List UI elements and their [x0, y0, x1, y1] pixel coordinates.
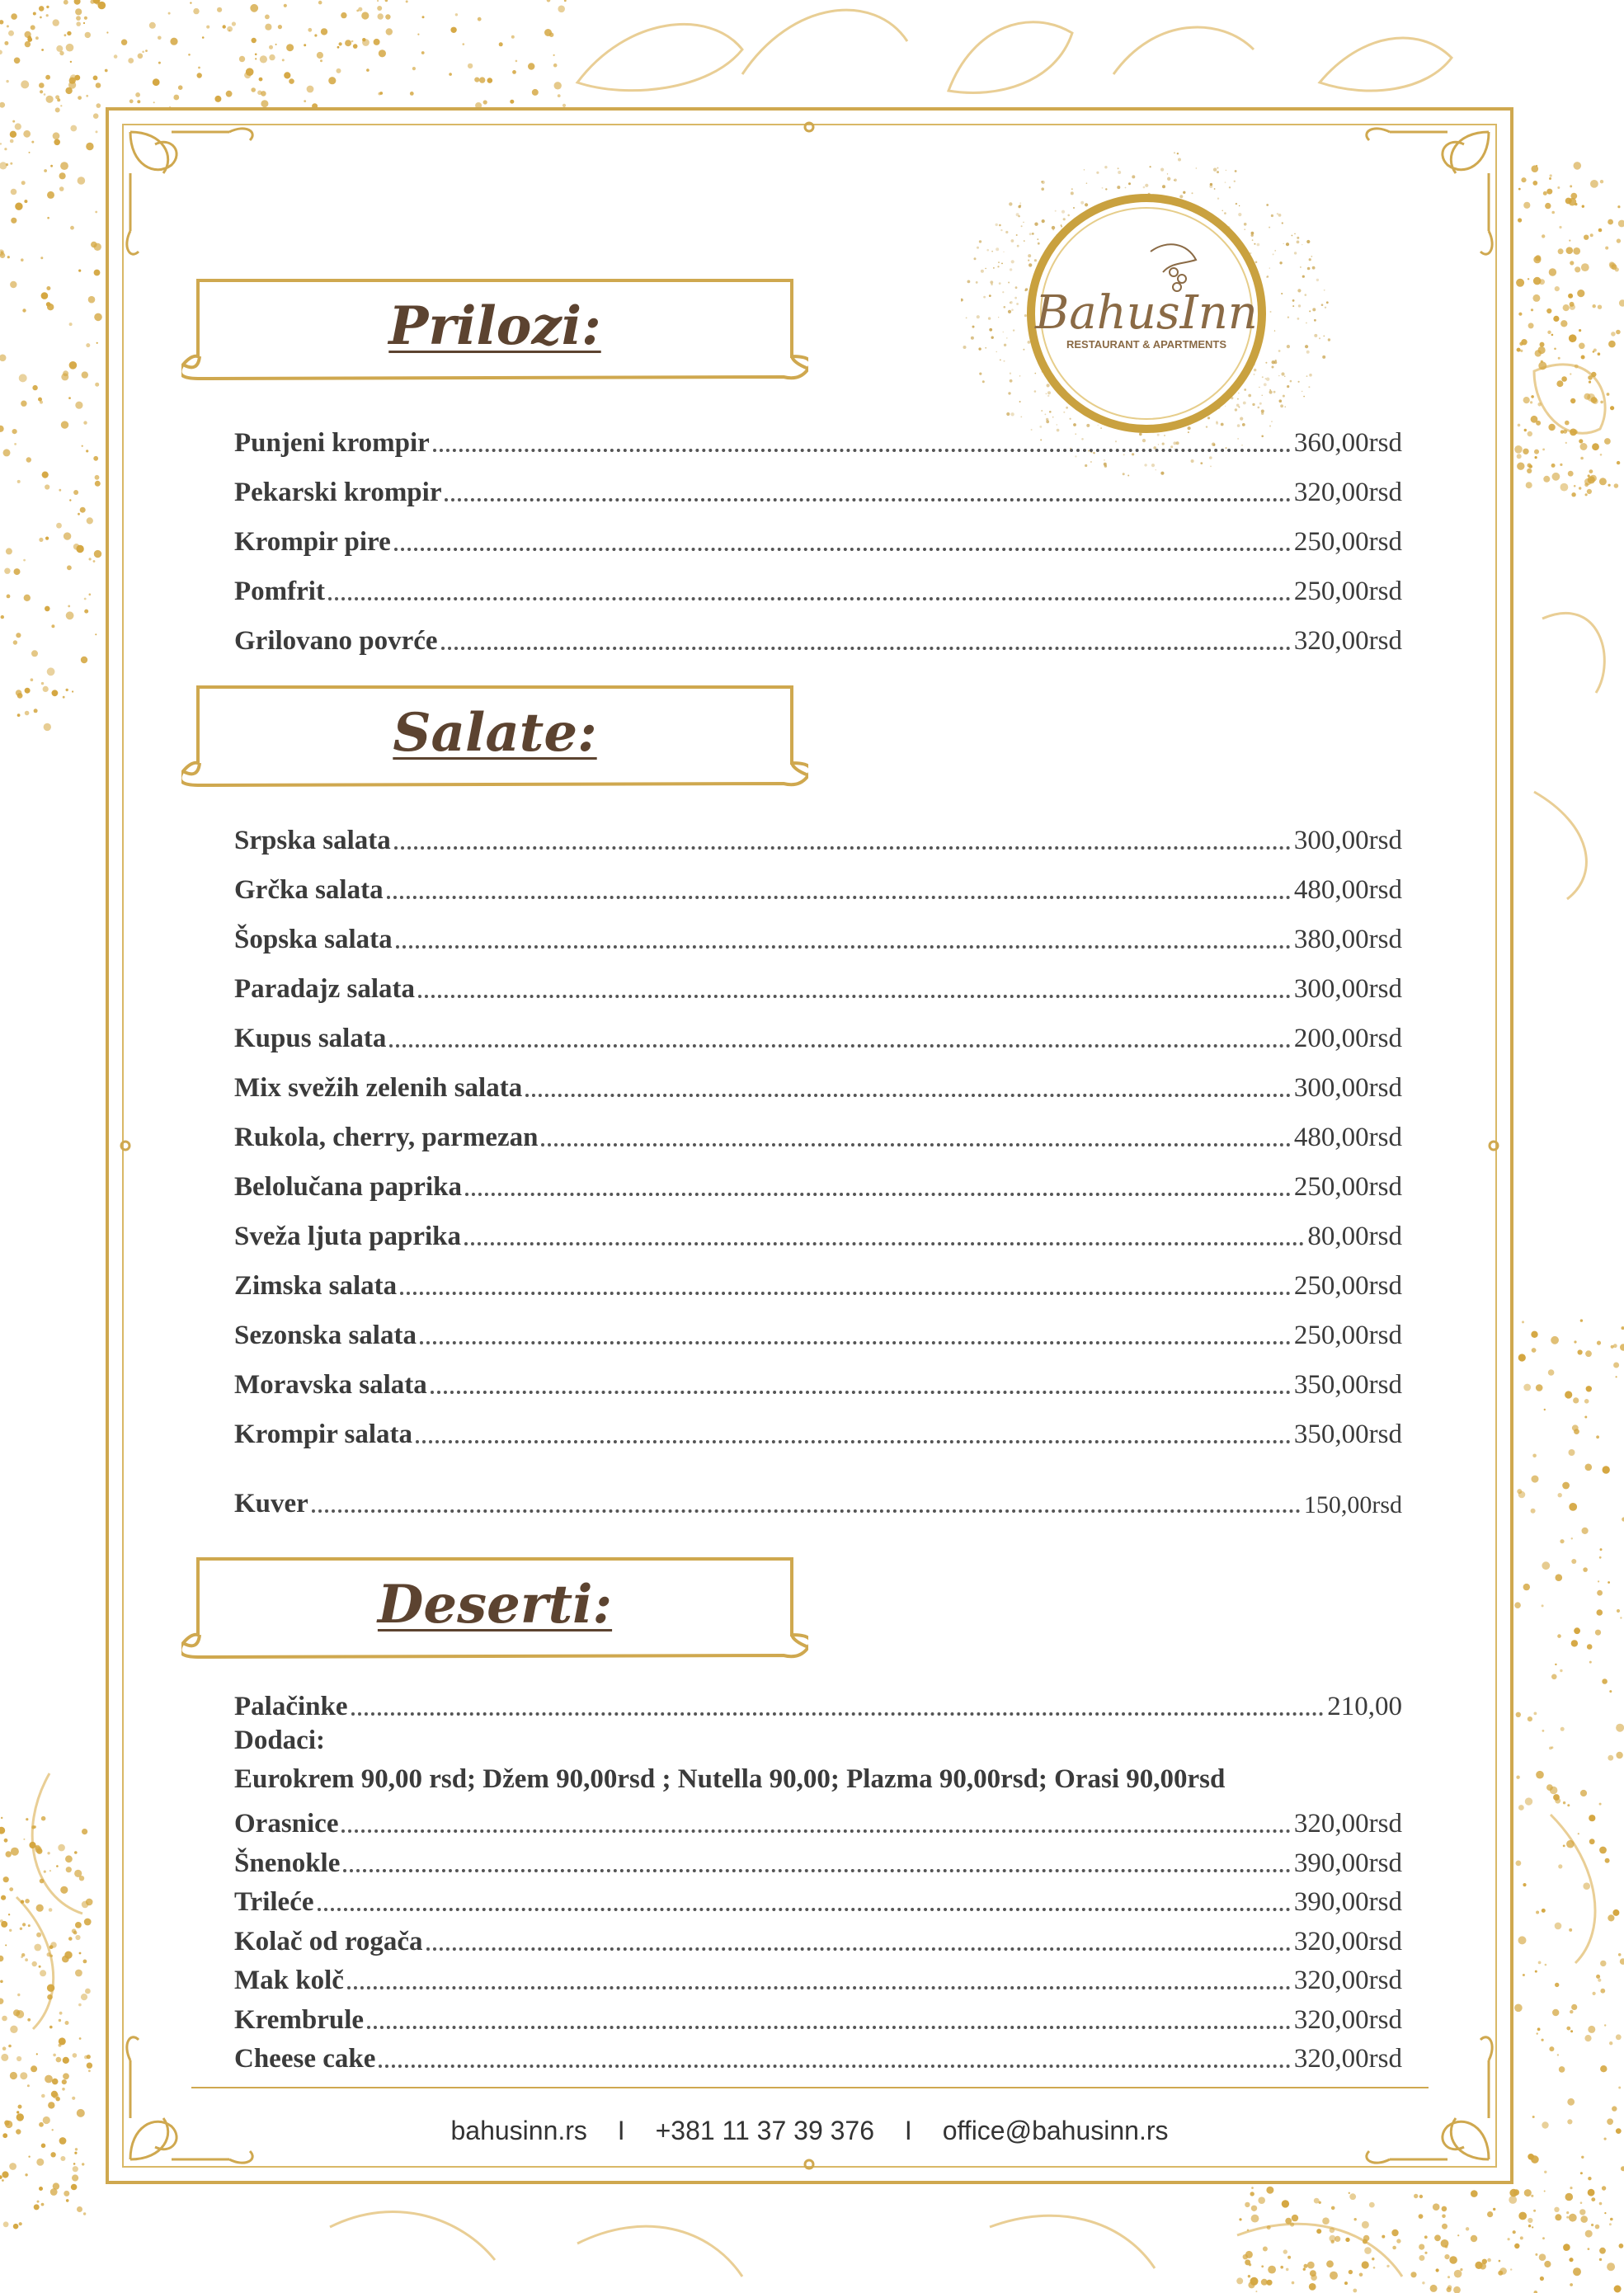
dot-leader [328, 597, 1291, 600]
dot-leader [541, 1143, 1290, 1146]
item-price: 80,00rsd [1307, 1222, 1402, 1251]
section-title-salate: Salate: [393, 702, 597, 764]
menu-item [234, 566, 1402, 607]
menu-item [234, 1112, 1402, 1153]
section-title-prilozi: Prilozi: [388, 295, 601, 357]
item-name: Krembrule [234, 2004, 365, 2035]
footer-contact [106, 2116, 1513, 2146]
menu-item [234, 1960, 1402, 1996]
section-title-deserti: Deserti: [377, 1574, 613, 1636]
menu-item [234, 516, 1402, 558]
dot-leader [367, 2026, 1291, 2029]
dot-leader [318, 1908, 1291, 1911]
dot-leader [416, 1440, 1291, 1443]
item-name: Šopska salata [234, 925, 393, 954]
item-name: Sveža ljuta paprika [234, 1222, 462, 1251]
dot-leader [389, 1044, 1291, 1048]
item-price: 360,00rsd [1293, 428, 1402, 458]
dodaci-label: Dodaci: [234, 1726, 325, 1755]
item-name: Grilovano povrće [234, 626, 438, 656]
menu-item [234, 963, 1402, 1005]
menu-item [234, 815, 1402, 856]
item-name: Rukola, cherry, parmezan [234, 1123, 539, 1152]
menu-item [234, 1843, 1402, 1879]
item-price: 210,00 [1327, 1692, 1402, 1721]
banner-salate [181, 680, 808, 792]
item-name: Cheese cake [234, 2044, 376, 2074]
item-name: Kuver [234, 1489, 308, 1518]
dot-leader [445, 498, 1290, 501]
item-name: Pomfrit [234, 577, 325, 606]
item-price: 320,00rsd [1293, 1809, 1402, 1839]
dot-leader [347, 1986, 1291, 1989]
banner-deserti [181, 1552, 808, 1664]
dot-leader [312, 1509, 1301, 1513]
menu-item-palacinke [234, 1686, 1402, 1722]
dot-leader [341, 1829, 1290, 1833]
dot-leader [387, 896, 1291, 899]
menu-item [234, 1161, 1402, 1203]
footer-website[interactable]: bahusinn.rs [450, 2116, 587, 2145]
item-name: Kupus salata [234, 1024, 387, 1053]
item-price: 250,00rsd [1293, 577, 1402, 606]
item-name: Belolučana paprika [234, 1172, 462, 1202]
item-price: 390,00rsd [1293, 1848, 1402, 1878]
item-name: Mak kolč [234, 1966, 344, 1995]
item-price: 200,00rsd [1293, 1024, 1402, 1053]
dot-leader [379, 2065, 1291, 2068]
dot-leader [426, 1947, 1291, 1951]
menu-item [234, 1013, 1402, 1054]
item-price: 320,00rsd [1293, 1966, 1402, 1995]
dot-leader [431, 1391, 1291, 1394]
item-name: Pekarski krompir [234, 478, 442, 507]
item-price: 300,00rsd [1293, 974, 1402, 1004]
banner-prilozi [181, 274, 808, 385]
dot-leader [418, 995, 1291, 998]
item-name: Mix svežih zelenih salata [234, 1073, 523, 1103]
item-price: 320,00rsd [1293, 2044, 1402, 2074]
item-price: 320,00rsd [1293, 2004, 1402, 2035]
item-price: 300,00rsd [1293, 826, 1402, 855]
item-name: Zimska salata [234, 1271, 398, 1301]
dot-leader [525, 1094, 1291, 1097]
item-name: Šnenokle [234, 1848, 341, 1878]
item-price: 390,00rsd [1293, 1887, 1402, 1917]
menu-item [234, 1881, 1402, 1918]
item-name: Punjeni krompir [234, 428, 430, 458]
item-name: Grčka salata [234, 875, 384, 905]
item-name: Kolač od rogača [234, 1926, 423, 1956]
menu-item [234, 1999, 1402, 2036]
item-price: 320,00rsd [1293, 1926, 1402, 1956]
item-price: 250,00rsd [1293, 527, 1402, 557]
menu-item [234, 1359, 1402, 1401]
item-price: 250,00rsd [1293, 1172, 1402, 1202]
menu-item [234, 417, 1402, 459]
menu-item [234, 864, 1402, 906]
dot-leader [464, 1242, 1304, 1245]
menu-item-kuver [234, 1478, 1402, 1519]
item-name: Krompir salata [234, 1420, 413, 1449]
item-price: 320,00rsd [1293, 626, 1402, 656]
item-name: Palačinke [234, 1692, 348, 1721]
dot-leader [441, 647, 1291, 650]
footer-phone[interactable]: +381 11 37 39 376 [655, 2116, 875, 2145]
menu-item [234, 1409, 1402, 1450]
dot-leader [394, 846, 1291, 850]
item-price: 150,00rsd [1303, 1491, 1402, 1518]
item-price: 480,00rsd [1293, 1123, 1402, 1152]
menu-item [234, 1260, 1402, 1302]
menu-item [234, 2038, 1402, 2074]
item-price: 250,00rsd [1293, 1271, 1402, 1301]
menu-item [234, 1211, 1402, 1252]
item-name: Trileće [234, 1887, 314, 1917]
item-name: Paradajz salata [234, 974, 416, 1004]
menu-item [234, 1803, 1402, 1839]
footer-separator: I [617, 2116, 625, 2145]
item-price: 380,00rsd [1293, 925, 1402, 954]
footer-divider [191, 2087, 1429, 2088]
menu-item [234, 1921, 1402, 1957]
item-name: Moravska salata [234, 1370, 427, 1400]
logo-tagline: RESTAURANT & APARTMENTS [1066, 338, 1227, 351]
dot-leader [433, 449, 1291, 452]
item-price: 320,00rsd [1293, 478, 1402, 507]
menu-item [234, 1310, 1402, 1351]
dot-leader [351, 1712, 1325, 1716]
item-price: 480,00rsd [1293, 875, 1402, 905]
dot-leader [343, 1869, 1291, 1872]
dot-leader [400, 1292, 1291, 1295]
menu-item [234, 1062, 1402, 1104]
item-name: Srpska salata [234, 826, 391, 855]
item-name: Sezonska salata [234, 1321, 417, 1350]
footer-email[interactable]: office@bahusinn.rs [942, 2116, 1169, 2145]
dot-leader [396, 945, 1291, 949]
dot-leader [394, 548, 1291, 551]
menu-item [234, 467, 1402, 508]
item-price: 300,00rsd [1293, 1073, 1402, 1103]
logo-name: BahusInn [1035, 286, 1258, 340]
footer-separator: I [904, 2116, 912, 2145]
item-price: 350,00rsd [1293, 1370, 1402, 1400]
dot-leader [420, 1341, 1291, 1344]
item-name: Krompir pire [234, 527, 391, 557]
item-price: 250,00rsd [1293, 1321, 1402, 1350]
item-price: 350,00rsd [1293, 1420, 1402, 1449]
menu-item [234, 615, 1402, 657]
dodaci-list: Eurokrem 90,00 rsd; Džem 90,00rsd ; Nutella 90,00; Plazma 90,00rsd; Orasi 90,00rsd [234, 1764, 1226, 1794]
item-name: Orasnice [234, 1809, 339, 1839]
dot-leader [465, 1193, 1291, 1196]
menu-item [234, 914, 1402, 955]
